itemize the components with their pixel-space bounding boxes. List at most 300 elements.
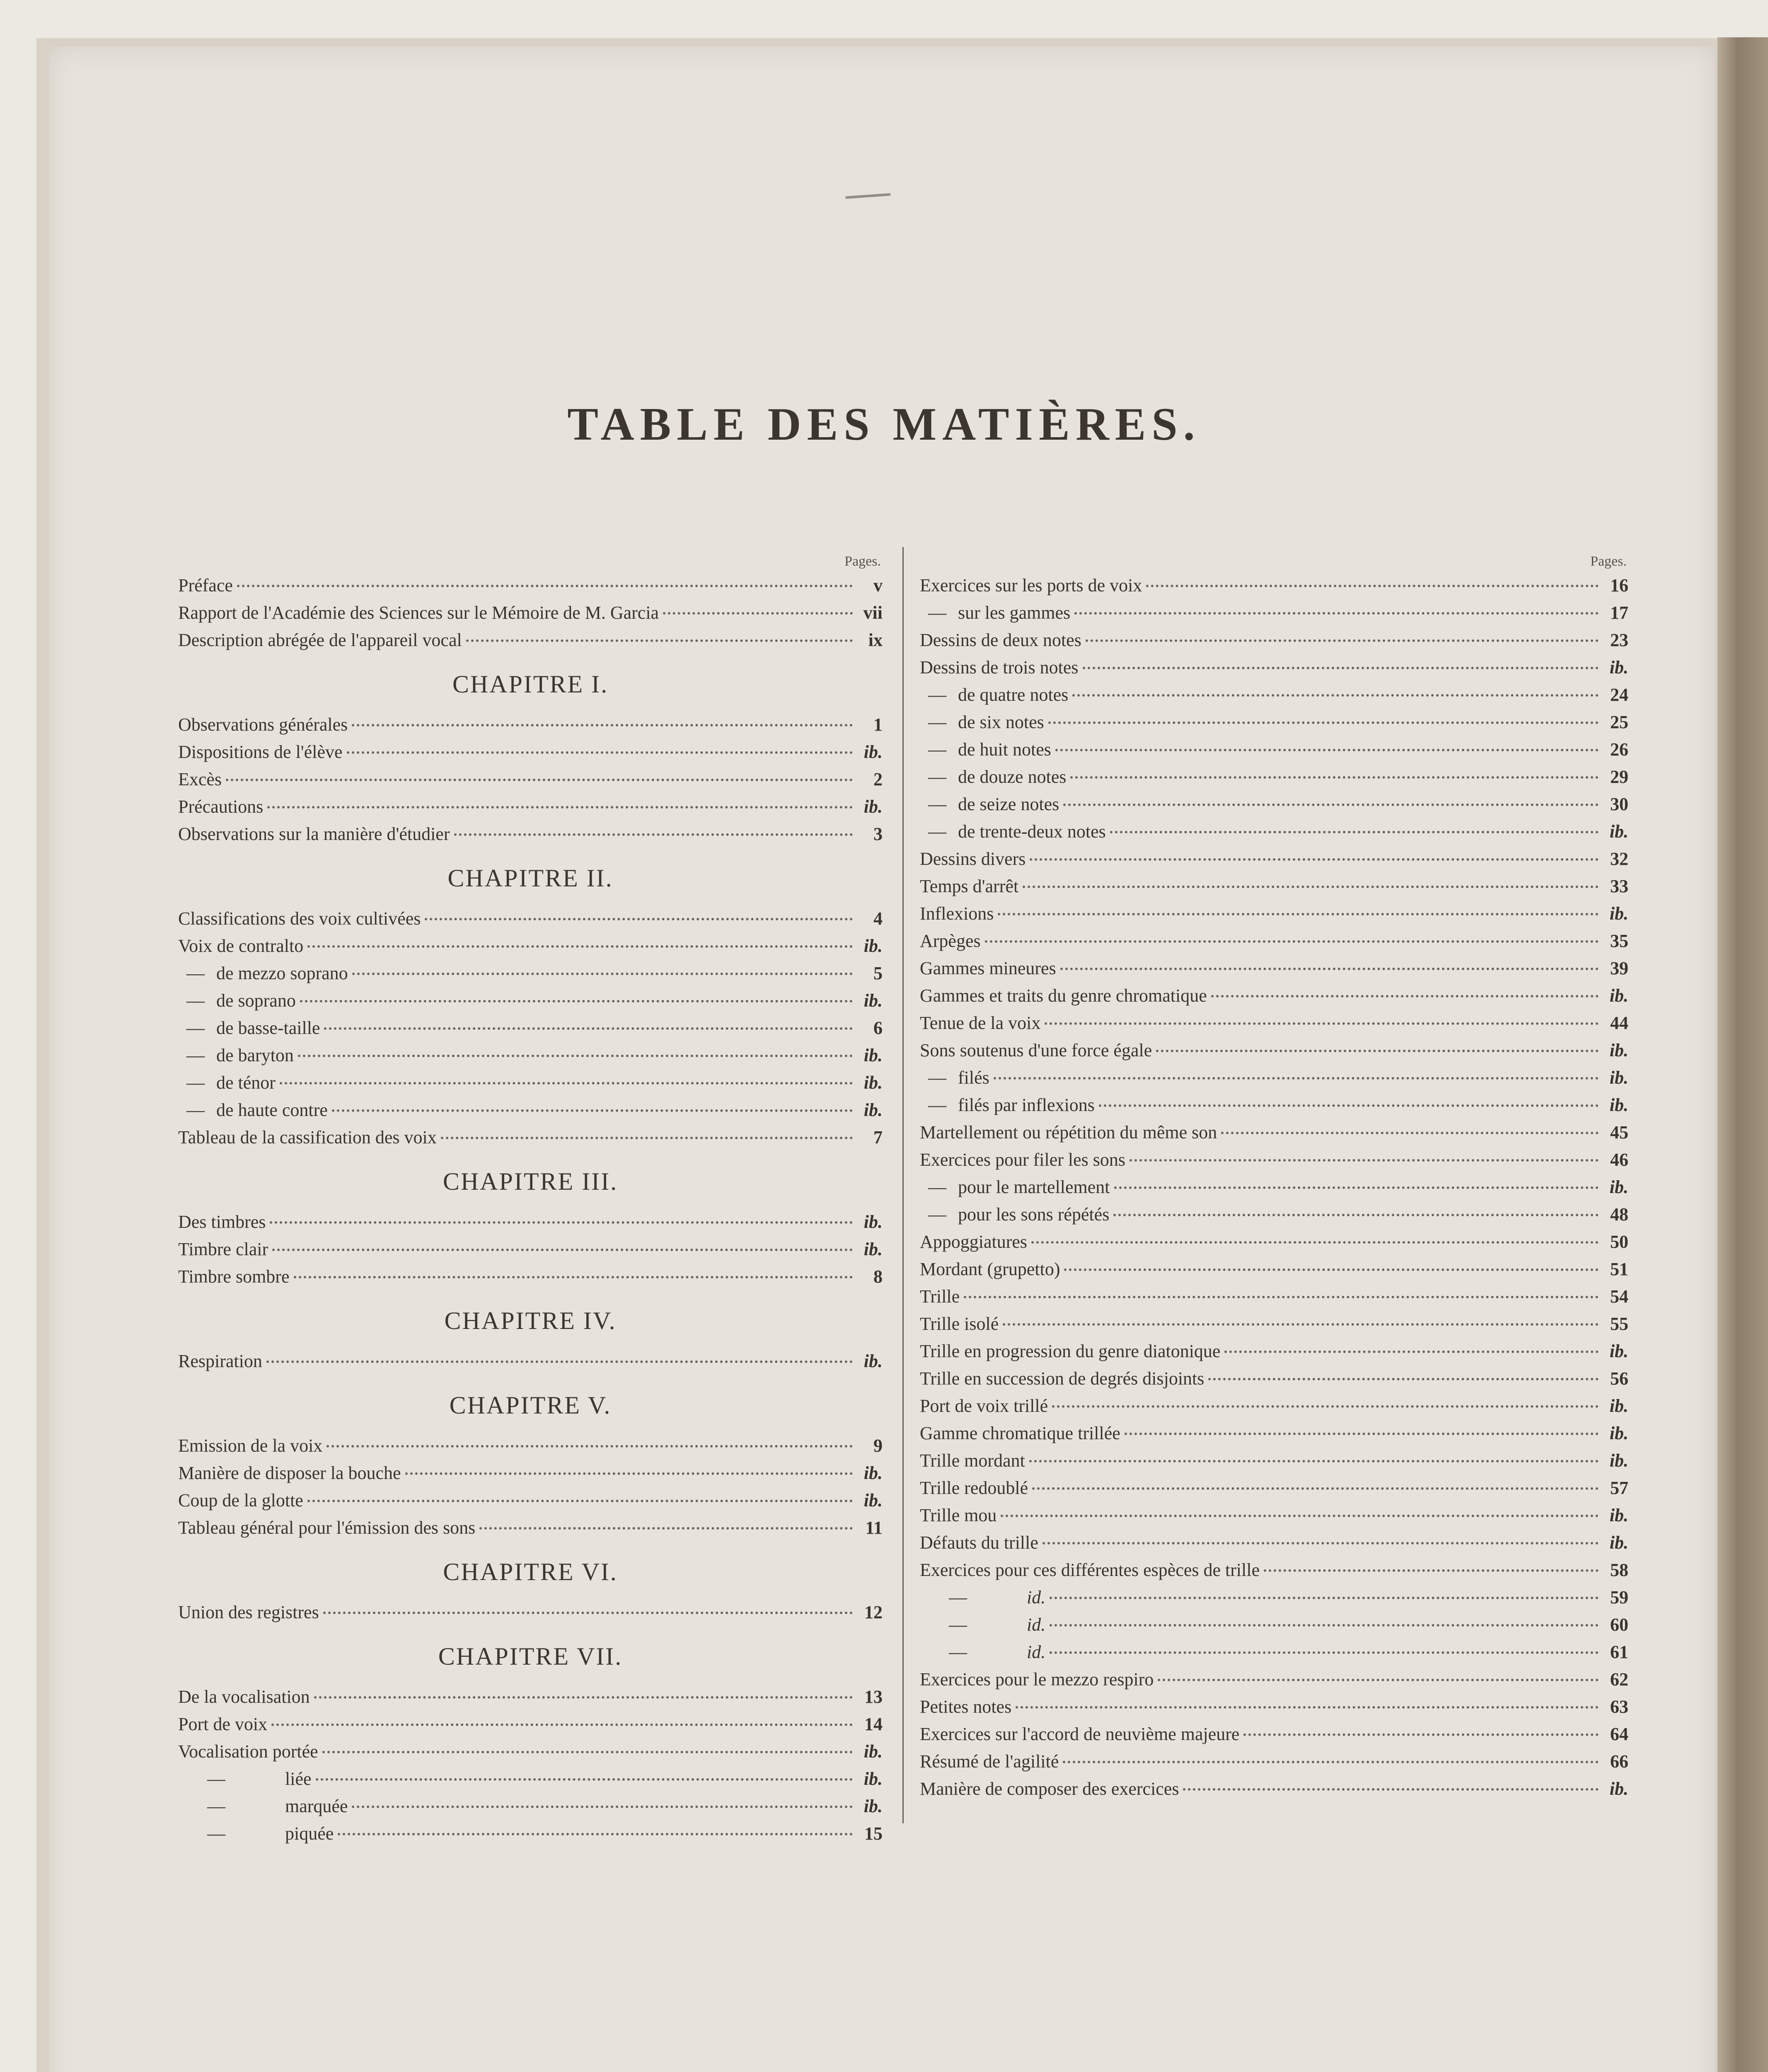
toc-entry-label-group — [178, 1124, 437, 1151]
toc-entry — [920, 1639, 1628, 1666]
toc-entry-page: 8 — [873, 1266, 883, 1287]
toc-entry — [920, 1310, 1628, 1338]
dot-leader — [466, 639, 853, 642]
dot-leader — [316, 1778, 853, 1781]
toc-entry — [178, 1348, 883, 1375]
toc-entry — [920, 1009, 1628, 1037]
toc-entry-label-group — [178, 1042, 294, 1069]
toc-entry-page: ib. — [863, 1072, 883, 1093]
toc-entry-label: de ténor — [216, 1072, 276, 1093]
toc-entry — [178, 1820, 883, 1847]
dot-leader — [1183, 1788, 1599, 1791]
toc-entry — [920, 1693, 1628, 1721]
dot-leader — [323, 1612, 853, 1614]
toc-entry-label: Manière de composer des exercices — [920, 1779, 1179, 1799]
toc-entry-label-group — [920, 1338, 1220, 1365]
toc-entry-dash: — — [928, 739, 946, 760]
toc-entry-page: ib. — [863, 1351, 883, 1371]
dot-leader — [1001, 1515, 1599, 1517]
toc-entry-page: ib. — [863, 1741, 883, 1762]
toc-entry-label-group — [920, 1474, 1028, 1502]
toc-entry-dash: — — [207, 1823, 225, 1844]
toc-entry-page: 6 — [873, 1018, 883, 1038]
toc-entry-label-group — [920, 572, 1142, 599]
toc-entry-label: Excès — [178, 769, 222, 789]
book-binding-edge — [1717, 37, 1768, 2072]
toc-entry-label: de haute contre — [216, 1100, 328, 1120]
toc-entry — [920, 1611, 1628, 1639]
toc-entry-label: de trente-deux notes — [958, 821, 1106, 842]
toc-entry-label-group — [920, 873, 1018, 900]
toc-entry — [920, 763, 1628, 791]
toc-entry — [920, 572, 1628, 599]
toc-entry-dash: — — [186, 1100, 205, 1120]
toc-entry-page: 51 — [1610, 1259, 1628, 1279]
toc-entry-page: ib. — [1609, 1177, 1628, 1197]
toc-entry-label-group — [178, 1014, 320, 1042]
toc-entry-label-group — [178, 821, 450, 848]
toc-right-column — [920, 551, 1628, 1803]
toc-entry-label: filés par inflexions — [958, 1095, 1095, 1115]
toc-entry-label: Martellement ou répétition du même son — [920, 1122, 1217, 1143]
toc-entry-label: Résumé de l'agilité — [920, 1751, 1059, 1772]
toc-entry-label-group — [920, 1775, 1179, 1803]
dot-leader — [294, 1276, 853, 1278]
toc-entry-page: 62 — [1610, 1669, 1628, 1690]
toc-entry-page: vii — [863, 603, 883, 623]
toc-entry — [920, 1447, 1628, 1474]
toc-entry-page: ib. — [1609, 821, 1628, 842]
toc-entry-page: ib. — [1609, 1505, 1628, 1525]
toc-entry-label-group — [920, 627, 1081, 654]
toc-entry-page: ib. — [1609, 1450, 1628, 1471]
dot-leader — [270, 1221, 853, 1224]
toc-entry-page: 4 — [873, 908, 883, 929]
toc-entry — [920, 873, 1628, 900]
toc-entry — [920, 736, 1628, 763]
pages-label-right: Pages. — [1590, 554, 1627, 569]
toc-entry-dash: — — [928, 712, 946, 732]
toc-entry-label-group — [920, 599, 1070, 627]
toc-entry-page: 25 — [1610, 712, 1628, 732]
column-divider — [902, 547, 904, 1823]
toc-entry-page: 59 — [1610, 1587, 1628, 1607]
toc-entry-label-group — [178, 793, 263, 821]
toc-entry-dash: — — [928, 1204, 946, 1225]
toc-entry-dash: — — [949, 1642, 967, 1662]
toc-entry-page: 30 — [1610, 794, 1628, 814]
toc-entry-label-group — [178, 1738, 318, 1765]
dot-leader — [352, 1806, 853, 1808]
toc-entry-page: 29 — [1610, 767, 1628, 787]
toc-entry-label-group — [178, 1208, 266, 1236]
toc-entry-page: ib. — [1609, 1341, 1628, 1361]
toc-entry-label: Trille redoublé — [920, 1478, 1028, 1498]
toc-entry — [920, 1392, 1628, 1420]
toc-entry — [920, 1529, 1628, 1556]
toc-entry-label: de huit notes — [958, 739, 1051, 760]
toc-entry-label: pour le martellement — [958, 1177, 1110, 1197]
dot-leader — [1052, 1405, 1599, 1408]
dot-leader — [266, 1360, 853, 1363]
toc-entry-page: ib. — [1609, 1423, 1628, 1443]
toc-entry — [178, 1487, 883, 1514]
dot-leader — [347, 751, 853, 754]
toc-entry-label-group — [920, 1037, 1152, 1064]
toc-entry-label-group — [920, 1119, 1217, 1146]
toc-entry — [178, 905, 883, 932]
toc-entry-label: id. — [1027, 1615, 1046, 1635]
toc-entry-label-group — [178, 1069, 276, 1097]
toc-entry-label: Dessins divers — [920, 849, 1026, 869]
toc-entry-label-group — [920, 1584, 1045, 1611]
dot-leader — [1050, 1597, 1599, 1599]
dot-leader — [1029, 1460, 1599, 1462]
dot-leader — [1045, 1022, 1599, 1025]
toc-entry — [178, 572, 883, 599]
toc-entry-page: 63 — [1610, 1697, 1628, 1717]
toc-entry-page: 45 — [1610, 1122, 1628, 1143]
toc-entry — [920, 1283, 1628, 1310]
toc-entry-page: ib. — [863, 1463, 883, 1483]
toc-entry — [178, 1514, 883, 1542]
toc-entry-label-group — [178, 1711, 267, 1738]
toc-entry-page: ib. — [863, 1045, 883, 1065]
dot-leader — [1156, 1050, 1599, 1052]
toc-entry — [920, 1721, 1628, 1748]
toc-entry-page: 60 — [1610, 1615, 1628, 1635]
chapter-heading: CHAPITRE III. — [443, 1168, 618, 1195]
toc-entry-page: 5 — [873, 963, 883, 983]
dot-leader — [1003, 1323, 1599, 1326]
toc-entry-label: Observations générales — [178, 714, 348, 735]
toc-entry — [920, 1146, 1628, 1174]
toc-entry — [920, 1338, 1628, 1365]
toc-entry-label-group — [178, 1683, 310, 1711]
toc-entry-label-group — [178, 1820, 334, 1847]
toc-entry-label-group — [920, 1420, 1120, 1447]
toc-entry-page: ib. — [1609, 903, 1628, 924]
toc-entry-label-group — [178, 905, 421, 932]
dot-leader — [1208, 1378, 1599, 1380]
toc-entry-label-group — [920, 1146, 1125, 1174]
dot-leader — [322, 1751, 853, 1753]
toc-entry-label-group — [178, 987, 296, 1014]
toc-entry-label-group — [920, 1009, 1040, 1037]
dot-leader — [1113, 1214, 1599, 1216]
toc-entry-label: Port de voix trillé — [920, 1396, 1048, 1416]
chapter-heading: CHAPITRE VI. — [443, 1558, 618, 1585]
toc-entry-page: 33 — [1610, 876, 1628, 896]
dot-leader — [324, 1027, 853, 1030]
dot-leader — [1114, 1186, 1599, 1189]
dot-leader — [226, 779, 853, 781]
toc-entry-page: ib. — [863, 742, 883, 762]
toc-entry-dash: — — [928, 767, 946, 787]
toc-entry-label: Trille — [920, 1286, 960, 1307]
toc-entry-label: liée — [285, 1769, 312, 1789]
toc-entry-page: 3 — [873, 824, 883, 844]
dot-leader — [307, 1500, 853, 1502]
toc-entry-label: Précautions — [178, 796, 264, 817]
toc-entry — [178, 627, 883, 654]
toc-entry — [178, 1711, 883, 1738]
toc-entry-label-group — [178, 1263, 290, 1290]
toc-entry-label-group — [920, 1092, 1095, 1119]
dot-leader — [332, 1109, 853, 1112]
toc-entry — [920, 791, 1628, 818]
toc-entry — [920, 1228, 1628, 1256]
dot-leader — [1016, 1706, 1599, 1709]
toc-entry-label: de mezzo soprano — [216, 963, 348, 983]
toc-entry — [920, 1119, 1628, 1146]
toc-entry — [920, 1775, 1628, 1803]
dot-leader — [1129, 1159, 1599, 1162]
toc-entry-page: ib. — [863, 1796, 883, 1816]
toc-entry — [920, 627, 1628, 654]
toc-entry — [178, 1208, 883, 1236]
dot-leader — [1158, 1679, 1599, 1681]
toc-entry — [178, 1738, 883, 1765]
toc-entry-label-group — [178, 1348, 262, 1375]
toc-entry-page: ib. — [1609, 1779, 1628, 1799]
toc-entry-label: Préface — [178, 575, 233, 595]
dot-leader — [425, 918, 853, 920]
toc-entry — [920, 818, 1628, 845]
dot-leader — [300, 1000, 853, 1002]
toc-entry-label: Gammes mineures — [920, 958, 1056, 978]
toc-entry-label-group — [920, 955, 1056, 982]
toc-entry-label: Des timbres — [178, 1212, 266, 1232]
toc-left-list — [178, 572, 883, 1847]
toc-entry-label-group — [920, 791, 1059, 818]
toc-entry — [178, 766, 883, 793]
toc-entry-label-group — [178, 1097, 328, 1124]
toc-entry-label-group — [920, 1556, 1260, 1584]
toc-entry-label-group — [178, 960, 348, 987]
toc-entry-label-group — [920, 818, 1106, 845]
toc-entry-label-group — [178, 1599, 319, 1626]
toc-entry-label: sur les gammes — [958, 603, 1071, 623]
toc-entry — [920, 1474, 1628, 1502]
dot-leader — [998, 913, 1599, 915]
dot-leader — [1048, 721, 1599, 724]
toc-entry-page: 14 — [864, 1714, 883, 1734]
toc-entry-label: Exercices pour ces différentes espèces de trille — [920, 1560, 1260, 1580]
toc-entry — [920, 1666, 1628, 1693]
toc-entry-label-group — [920, 1174, 1110, 1201]
dot-leader — [237, 585, 853, 587]
toc-entry-label: Gammes et traits du genre chromatique — [920, 985, 1207, 1006]
toc-entry-label: Dessins de trois notes — [920, 657, 1079, 678]
toc-entry — [178, 711, 883, 738]
toc-entry-label: Trille mordant — [920, 1450, 1025, 1471]
toc-entry — [920, 1037, 1628, 1064]
toc-entry — [920, 1748, 1628, 1775]
toc-entry — [920, 1420, 1628, 1447]
page-title: TABLE DES MATIÈRES. — [567, 399, 1201, 450]
toc-entry-label: Petites notes — [920, 1697, 1012, 1717]
toc-entry-page: 46 — [1610, 1150, 1628, 1170]
toc-entry-label-group — [920, 681, 1068, 709]
toc-entry — [178, 1599, 883, 1626]
toc-entry-label: filés — [958, 1067, 989, 1088]
toc-entry-page: ib. — [863, 1100, 883, 1120]
chapter-heading: CHAPITRE V. — [449, 1392, 612, 1419]
toc-entry-label: Mordant (grupetto) — [920, 1259, 1060, 1279]
toc-entry-label-group — [920, 709, 1044, 736]
toc-left-column — [178, 551, 883, 1847]
toc-entry-label: Inflexions — [920, 903, 994, 924]
toc-entry-page: ib. — [863, 936, 883, 956]
dot-leader — [663, 612, 853, 615]
toc-entry-label: de douze notes — [958, 767, 1067, 787]
toc-entry-label-group — [178, 766, 222, 793]
toc-entry-label-group — [178, 1765, 312, 1793]
toc-entry-dash: — — [186, 963, 205, 983]
toc-entry-label: Coup de la glotte — [178, 1490, 303, 1510]
toc-entry — [178, 1014, 883, 1042]
toc-entry-label-group — [920, 1256, 1060, 1283]
chapter-heading: CHAPITRE IV. — [444, 1307, 617, 1334]
toc-entry-label-group — [920, 654, 1079, 681]
dot-leader — [298, 1055, 853, 1057]
toc-entry — [178, 1124, 883, 1151]
dot-leader — [1032, 1487, 1599, 1490]
toc-entry-label-group — [920, 982, 1207, 1009]
toc-entry-label: Port de voix — [178, 1714, 268, 1734]
toc-entry-page: 35 — [1610, 931, 1628, 951]
toc-entry-label-group — [920, 736, 1051, 763]
toc-entry — [178, 1042, 883, 1069]
toc-entry-page: 16 — [1610, 575, 1628, 595]
toc-entry-label: Défauts du trille — [920, 1532, 1038, 1553]
toc-entry — [178, 1432, 883, 1460]
toc-entry-label-group — [178, 1514, 475, 1542]
toc-entry-page: ib. — [863, 796, 883, 817]
toc-entry-page: 9 — [873, 1435, 883, 1456]
dot-leader — [1224, 1351, 1599, 1353]
dot-leader — [307, 945, 853, 948]
toc-entry-page: 57 — [1610, 1478, 1628, 1498]
toc-entry-label-group — [920, 1283, 960, 1310]
toc-entry-dash: — — [949, 1615, 967, 1635]
toc-entry-dash: — — [949, 1587, 967, 1607]
toc-entry-label-group — [178, 599, 659, 627]
toc-entry — [178, 793, 883, 821]
toc-entry-label-group — [920, 927, 981, 955]
toc-entry-label-group — [920, 1502, 996, 1529]
toc-entry-label: Trille isolé — [920, 1314, 999, 1334]
toc-entry-page: ib. — [863, 990, 883, 1011]
toc-entry-label-group — [178, 711, 348, 738]
dot-leader — [985, 940, 1599, 943]
toc-entry-label-group — [178, 1460, 401, 1487]
toc-entry-page: ib. — [863, 1769, 883, 1789]
dot-leader — [1023, 886, 1599, 888]
toc-entry-label: de six notes — [958, 712, 1044, 732]
dot-leader — [1099, 1104, 1599, 1107]
toc-entry — [178, 738, 883, 766]
toc-entry-page: 64 — [1610, 1724, 1628, 1744]
toc-entry-label: Trille mou — [920, 1505, 997, 1525]
toc-entry-label-group — [920, 900, 994, 927]
dot-leader — [1264, 1569, 1599, 1572]
toc-entry — [920, 1365, 1628, 1392]
toc-entry-label-group — [920, 1611, 1045, 1639]
toc-entry-label-group — [920, 1529, 1038, 1556]
toc-entry-label: Temps d'arrêt — [920, 876, 1019, 896]
toc-entry-page: 58 — [1610, 1560, 1628, 1580]
toc-entry — [920, 900, 1628, 927]
toc-entry-label: Timbre clair — [178, 1239, 268, 1259]
toc-entry-label: Tableau général pour l'émission des sons — [178, 1518, 476, 1538]
toc-entry-label: de baryton — [216, 1045, 294, 1065]
dot-leader — [1243, 1733, 1599, 1736]
toc-entry — [178, 821, 883, 848]
toc-entry-label: Union des registres — [178, 1602, 319, 1622]
toc-entry-label: Rapport de l'Académie des Sciences sur le Mémoire de M. Garcia — [178, 603, 659, 623]
toc-entry-label: Voix de contralto — [178, 936, 304, 956]
toc-entry-dash: — — [928, 603, 946, 623]
toc-entry-label: Manière de disposer la bouche — [178, 1463, 401, 1483]
toc-entry-label: Respiration — [178, 1351, 262, 1371]
toc-entry — [920, 599, 1628, 627]
dot-leader — [267, 806, 853, 808]
toc-entry — [178, 1263, 883, 1290]
toc-entry — [920, 982, 1628, 1009]
toc-right-list — [920, 572, 1628, 1803]
toc-entry — [920, 955, 1628, 982]
dot-leader — [1063, 804, 1599, 806]
toc-entry-label-group — [178, 738, 343, 766]
toc-entry-page: ib. — [1609, 1095, 1628, 1115]
toc-entry-label-group — [920, 1201, 1109, 1228]
toc-entry-page: ib. — [1609, 985, 1628, 1006]
toc-entry — [920, 1256, 1628, 1283]
dot-leader — [338, 1833, 853, 1835]
toc-entry — [178, 987, 883, 1014]
toc-entry-page: 13 — [864, 1687, 883, 1707]
toc-entry-page: ix — [868, 630, 883, 650]
toc-entry-label-group — [178, 627, 462, 654]
dot-leader — [964, 1296, 1599, 1298]
toc-entry-label: Exercices pour filer les sons — [920, 1150, 1126, 1170]
dot-leader — [1146, 585, 1599, 587]
toc-entry — [920, 1174, 1628, 1201]
toc-entry-label-group — [920, 1310, 999, 1338]
toc-entry-label: Appoggiatures — [920, 1232, 1028, 1252]
toc-entry-label: Trille en succession de degrés disjoints — [920, 1368, 1204, 1389]
toc-entry — [920, 681, 1628, 709]
toc-entry-label: Exercices sur les ports de voix — [920, 575, 1142, 595]
toc-entry-label: Observations sur la manière d'étudier — [178, 824, 450, 844]
toc-entry-label-group — [920, 845, 1025, 873]
toc-entry-label: Arpèges — [920, 931, 981, 951]
dot-leader — [1060, 968, 1599, 970]
toc-entry-page: 48 — [1610, 1204, 1628, 1225]
toc-entry-label: Dispositions de l'élève — [178, 742, 343, 762]
chapter-heading: CHAPITRE VII. — [438, 1643, 623, 1670]
dot-leader — [352, 973, 853, 975]
dot-leader — [280, 1082, 853, 1084]
toc-entry-label: De la vocalisation — [178, 1687, 310, 1707]
chapter-heading: CHAPITRE I. — [452, 670, 609, 698]
dot-leader — [1221, 1132, 1599, 1134]
dot-leader — [1050, 1651, 1599, 1654]
dot-leader — [1083, 667, 1599, 669]
toc-entry — [920, 709, 1628, 736]
